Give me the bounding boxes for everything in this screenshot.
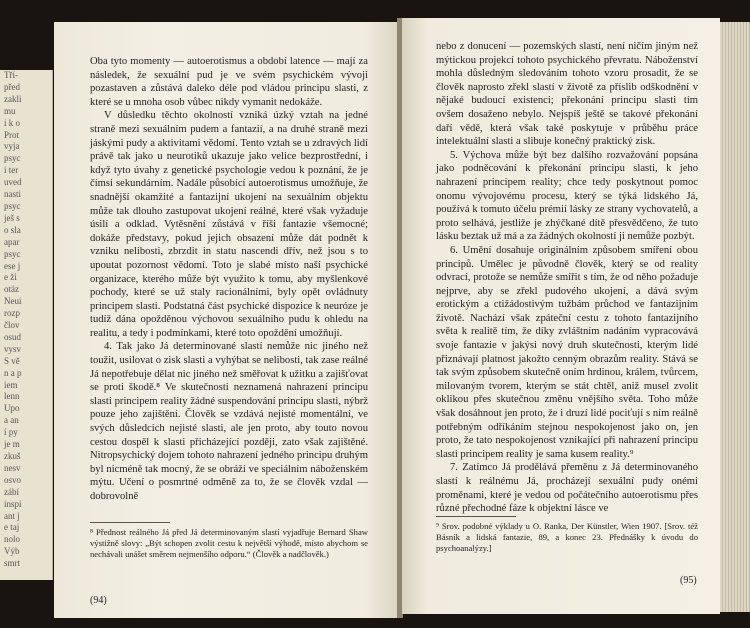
strip-line: vysv [4, 343, 22, 354]
strip-line: e ži [4, 272, 17, 283]
page-number: (94) [90, 595, 107, 606]
page-number: (95) [680, 575, 697, 586]
strip-line: před [4, 81, 20, 92]
strip-line: Prot [4, 129, 20, 140]
strip-line: Tří- [4, 70, 18, 80]
strip-line: smrt [4, 558, 21, 569]
footnote-rule [436, 516, 516, 517]
strip-line: Neui [4, 296, 22, 307]
strip-line: mu [4, 105, 16, 116]
strip-line: a an [4, 415, 19, 426]
left-page-body [90, 55, 368, 504]
left-page [54, 22, 398, 618]
strip-line: lenn [4, 391, 20, 402]
strip-line: i k o [4, 117, 21, 128]
right-footnote [436, 516, 698, 554]
strip-line: i ter [4, 165, 19, 176]
strip-line: zakli [4, 93, 22, 104]
strip-line: ješ s [4, 212, 20, 223]
strip-line: osvo [4, 474, 22, 485]
strip-line: n a p [4, 367, 22, 378]
footnote-rule [90, 522, 170, 523]
strip-line: uved [4, 177, 22, 188]
footnote-text: ⁹ Srov. podobné výklady u O. Ranka, Der Künstler, Wien 1907. [Srov. též Básník a lidská fantazie, 89, a konec 23. Přednášky k úvodu do psychoanalýzy.] [436, 521, 698, 553]
right-page [402, 18, 720, 614]
strip-line: vyja [4, 141, 20, 152]
strip-line: člov [4, 320, 20, 331]
strip-line: psyc [4, 248, 21, 259]
strip-line: inspi [4, 498, 22, 509]
paragraph: Oba tyto momenty — autoerotismus a období latence — mají za následek, že sexuální pud je ve svém psychickém vývoji pozastaven a zůstává daleko déle pod vládou principu slasti, z které se u mnoha osob vůbec nikdy vymanit nedokáže. [90, 56, 368, 108]
strip-line: osud [4, 331, 22, 342]
strip-line: e taj [4, 522, 20, 533]
strip-line: psyc [4, 200, 21, 211]
strip-line: zkuš [4, 451, 21, 461]
strip-line: psyc [4, 153, 21, 164]
strip-line: nolo [4, 534, 21, 545]
strip-line: Výb [4, 546, 20, 557]
footnote-text: ⁸ Přednost reálného Já před Já determinovaným slastí vyjadřuje Bernard Shaw výstižně slovy: „Být schopen zvolit cestu k největší výhodě, místo abychom se nechávali unášet směrem nejmenšího odporu.“ (Člověk a nadčlověk.) [90, 527, 368, 559]
strip-line: ant j [4, 510, 20, 521]
strip-line: Upo [4, 403, 20, 414]
paragraph: 7. Zatímco Já prodělává přeměnu z Já determinovaného slastí k reálnému Já, procházejí sexuální pudy onémi proměnami, které je vedou od počátečního autoerotismu přes různé přechodné fáze k objektní lásce ve [436, 462, 698, 515]
page-edges [720, 22, 750, 612]
strip-line: í py [4, 427, 18, 438]
strip-line: zábí [4, 486, 19, 497]
strip-line: rozp [4, 308, 20, 319]
strip-line: je m [4, 439, 20, 450]
paragraph: nebo z donucení — pozemských slastí, není ničím jiným než mýtickou projekcí tohoto psychického převratu. Náboženství mohla důsledným sledováním tohoto vzoru prosadit, že se člověk naprosto zřekl slastí v životě za příslib odškodnění v nějaké budoucí existenci; překonání principu slasti tím ovšem dosaženo nebylo. Nejspíš ještě se takové překonání daří vědě, která však také poskytuje v průběhu práce intelektuální slasti a slibuje konečný praktický zisk. [436, 41, 698, 148]
strip-line: nesv [4, 462, 21, 473]
paragraph: V důsledku těchto okolností vzniká úzký vztah na jedné straně mezi sexuálním pudem a fantazií, a na druhé straně mezi jáskými pudy a aktivitami vědomí. Tento vztah se u zdravých lidí právě tak jako u neurotiků ukazuje jako velice bezprostřední, i když tyto úvahy z genetické psychologie vedou k poznání, že je čímsi sekundárním. Nadále působící autoerotismus umožňuje, že snadnější okamžité a fantazijní ukojení na sexuálním objektu může tak dlouho zastupovat ukojení reálné, které však vyžaduje úsilí a odklad. Vytěsnění zůstává v říši fantazie všemocné; dokáže představy, pokud jejich obsazení může dát podnět k vzniku nelibosti, zbrzdit in statu nascendi dřív, než jsou s to upoutat pozornost vědomí. Toto je slabé místo naší psychické organizace, kterého může být využito k tomu, aby myšlenkové pochody, které se už staly racionálními, byly opět ovládnuty principem slasti. Podstatná část psychické dispozice k neuróze je tudíž dána opožděnou výchovou sexuálního pudu k ohledu na realitu, a tedy i podmínkami, které toto opoždění umožňují. [90, 110, 368, 339]
paragraph: 4. Tak jako Já determinované slastí nemůže nic jiného než toužit, usilovat o zisk slasti a vyhýbat se nelibosti, tak zase reálné Já nepotřebuje dělat nic jiného než směřovat k užitku a zajišťovat se proti škodě.⁸ Ve skutečnosti neznamená nahrazení principu slasti principem reality žádné suspendování principu slasti, nýbrž pouze jeho zajištění. Člověk se vzdává nejisté momentální, ve svých důsledcích nejisté slasti, ale jen proto, aby touto novou cestou dospěl k slasti přicházející později, zato však zajištěné. Nitropsychický dojem tohoto nahrazení jedného principu druhým byl nicméně tak mocný, že se obráží ve speciálním náboženském mýtu. Učení o posmrtné odměně za to, že se člověk vzdal — dobrovolně [90, 341, 368, 502]
strip-line: S vě [4, 355, 20, 366]
strip-line: iem [4, 379, 18, 390]
strip-line: ese j [4, 260, 21, 271]
paragraph: 6. Umění dosahuje originálním způsobem smíření obou principů. Umělec je původně člověk, který se od reality odvrací, protože se nemůže smířit s tím, že od něho požaduje nejprve, aby se zřekl pudového ukojení, a dává svým erotickým a ctižádostivým tužbám průchod ve fantazijním životě. Nachází však zpáteční cestu z tohoto fantazijního světa k realitě tím, že díky zvláštním nadáním vypracovává svoje fantazie v jakýsi nový druh skutečnosti, kterým lidé přiznávají platnost jakožto cenným obrazům reality. Stává se tak svým způsobem skutečně oním hrdinou, králem, tvůrcem, milovaným tvorem, kterým se stát chtěl, aniž musel zvolit oklikou přes skutečnou změnu vnějšího světa. Toho může však dosáhnout jen proto, že i druzí lidé pociťují s ním reálně potřebným odříkáním stejnou nespokojenost jako on, jen proto, že tato nespokojenost vznikající při nahrazení principu slasti principem reality je sama kusem reality.⁹ [436, 244, 698, 460]
strip-line: apar [4, 236, 20, 247]
strip-line: nasti [4, 189, 21, 200]
right-page-body [436, 40, 698, 516]
previous-page-strip [0, 70, 53, 580]
strip-line: otáz [4, 284, 19, 295]
paragraph: 5. Výchova může být bez dalšího rozvažování popsána jako podněcování k překonání principu slasti, k jeho nahrazení principem reality; chce tedy poskytnout pomoc onomu vývojovému procesu, který se týká lidského Já, používá k tomuto účelu prémií lásky ze strany vychovatelů, a proto selhává, jestliže je zhýčkané dítě přesvědčeno, že tuto lásku beztak už má a za žádných okolností ji nemůže pozbýt. [436, 149, 698, 243]
left-footnote [90, 522, 368, 560]
strip-line: o sla [4, 224, 21, 235]
